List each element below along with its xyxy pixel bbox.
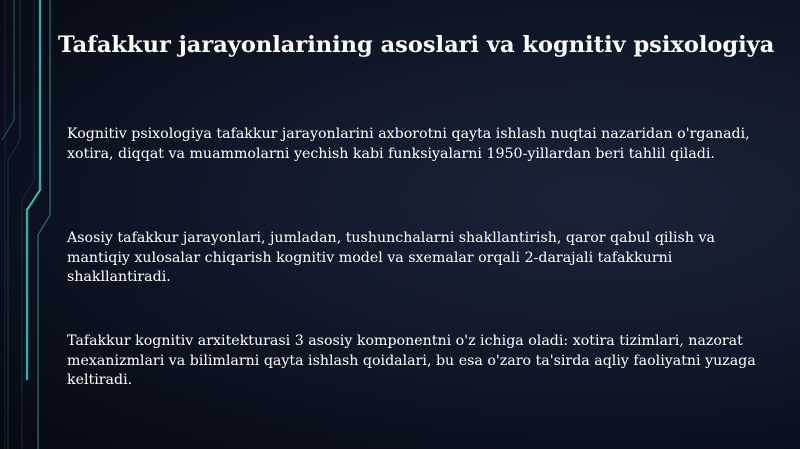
paragraph-2: Asosiy tafakkur jarayonlari, jumladan, tushunchalarni shakllantirish, qaror qabul qilish va mantiqiy xulosalar chiqarish kognitiv model va sxemalar orqali 2-darajali tafakkurni shakllantiradi.: [67, 230, 715, 285]
slide-title: Tafakkur jarayonlarining asoslari va kognitiv psixologiya: [58, 32, 775, 58]
paragraph-1: Kognitiv psixologiya tafakkur jarayonlarini axborotni qayta ishlash nuqtai nazaridan o'rganadi, xotira, diqqat va muammolarni yechish kabi funksiyalarni 1950-yillardan beri tahlil qiladi.: [67, 126, 750, 162]
paragraph-3: Tafakkur kognitiv arxitekturasi 3 asosiy komponentni o'z ichiga oladi: xotira tizimlari, nazorat mexanizmlari va bilimlarni qayta ishlash qoidalari, bu esa o'zaro ta'sirda aqliy faoliyatni yuzaga keltiradi.: [67, 333, 756, 388]
